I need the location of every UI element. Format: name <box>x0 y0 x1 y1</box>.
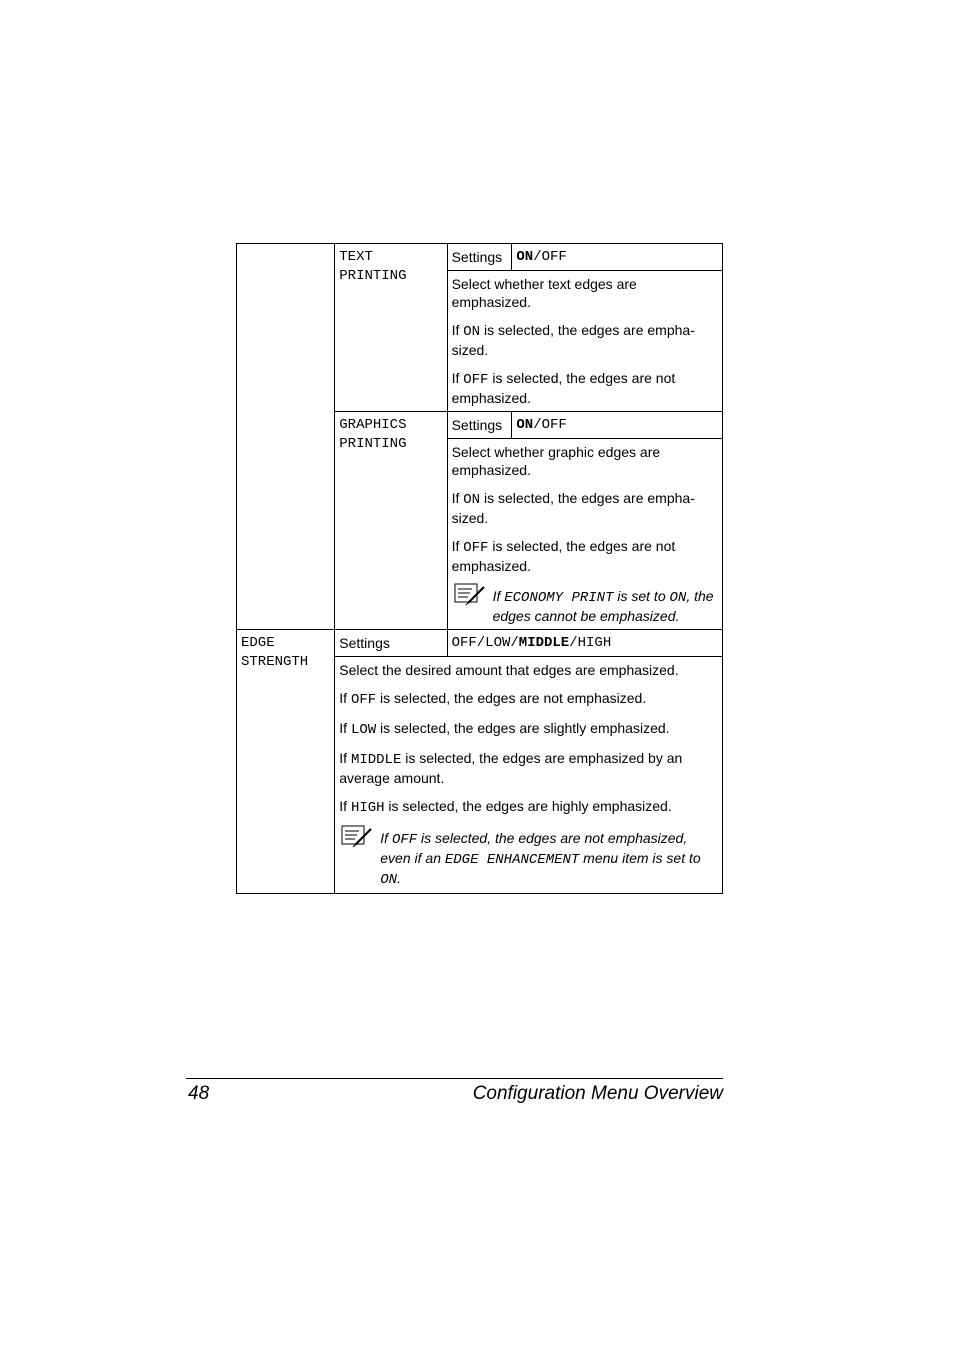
edge-strength-low-desc: If LOW is selected, the edges are slightly emphasized. <box>339 720 670 738</box>
text-printing-on-desc: If ON is selected, the edges are empha-sized. <box>451 322 695 358</box>
graphics-printing-on-desc: If ON is selected, the edges are empha-sized. <box>451 490 695 526</box>
note-pencil-icon <box>341 825 373 849</box>
graphics-printing-name: GRAPHICS PRINTING <box>335 412 447 630</box>
edge-strength-off-desc: If OFF is selected, the edges are not emphasized. <box>339 690 647 708</box>
menu-table <box>236 243 723 894</box>
text-printing-description <box>447 271 722 412</box>
page-number: 48 <box>188 1083 210 1104</box>
footer-divider <box>186 1078 723 1079</box>
edge-strength-name: EDGE STRENGTH <box>237 630 335 894</box>
section-title: Configuration Menu Overview <box>472 1083 723 1104</box>
text-printing-settings-value: ON/OFF <box>512 244 723 271</box>
text-printing-settings-label: Settings <box>447 244 512 271</box>
graphics-printing-settings-label: Settings <box>447 412 512 439</box>
graphics-printing-note: If ECONOMY PRINT is set to ON, the edges cannot be emphasized. <box>452 587 718 625</box>
edge-strength-settings-value: OFF/LOW/MIDDLE/HIGH <box>447 630 722 657</box>
edge-strength-settings-label: Settings <box>335 630 447 657</box>
edge-strength-high-desc: If HIGH is selected, the edges are highly emphasized. <box>339 798 672 816</box>
text-printing-name: TEXT PRINTING <box>335 244 447 412</box>
edge-strength-desc: Select the desired amount that edges are emphasized. <box>339 662 679 678</box>
parent-item-cell <box>237 244 335 630</box>
graphics-printing-description <box>447 439 722 630</box>
edge-strength-middle-desc: If MIDDLE is selected, the edges are emphasized by an average amount. <box>339 750 683 786</box>
graphics-printing-off-desc: If OFF is selected, the edges are not emphasized. <box>451 538 676 574</box>
graphics-printing-desc: Select whether graphic edges are emphasized. <box>451 444 661 478</box>
edge-strength-settings-row <box>237 630 723 657</box>
note-pencil-icon <box>454 583 486 607</box>
edge-strength-description <box>335 657 723 894</box>
edge-strength-note: If OFF is selected, the edges are not emphasized, even if an EDGE ENHANCEMENT menu item is set to ON. <box>339 829 718 889</box>
text-printing-off-desc: If OFF is selected, the edges are not emphasized. <box>451 370 676 406</box>
text-printing-desc: Select whether text edges are emphasized. <box>451 276 637 310</box>
text-printing-settings-row <box>237 244 723 271</box>
graphics-printing-settings-value: ON/OFF <box>512 412 723 439</box>
